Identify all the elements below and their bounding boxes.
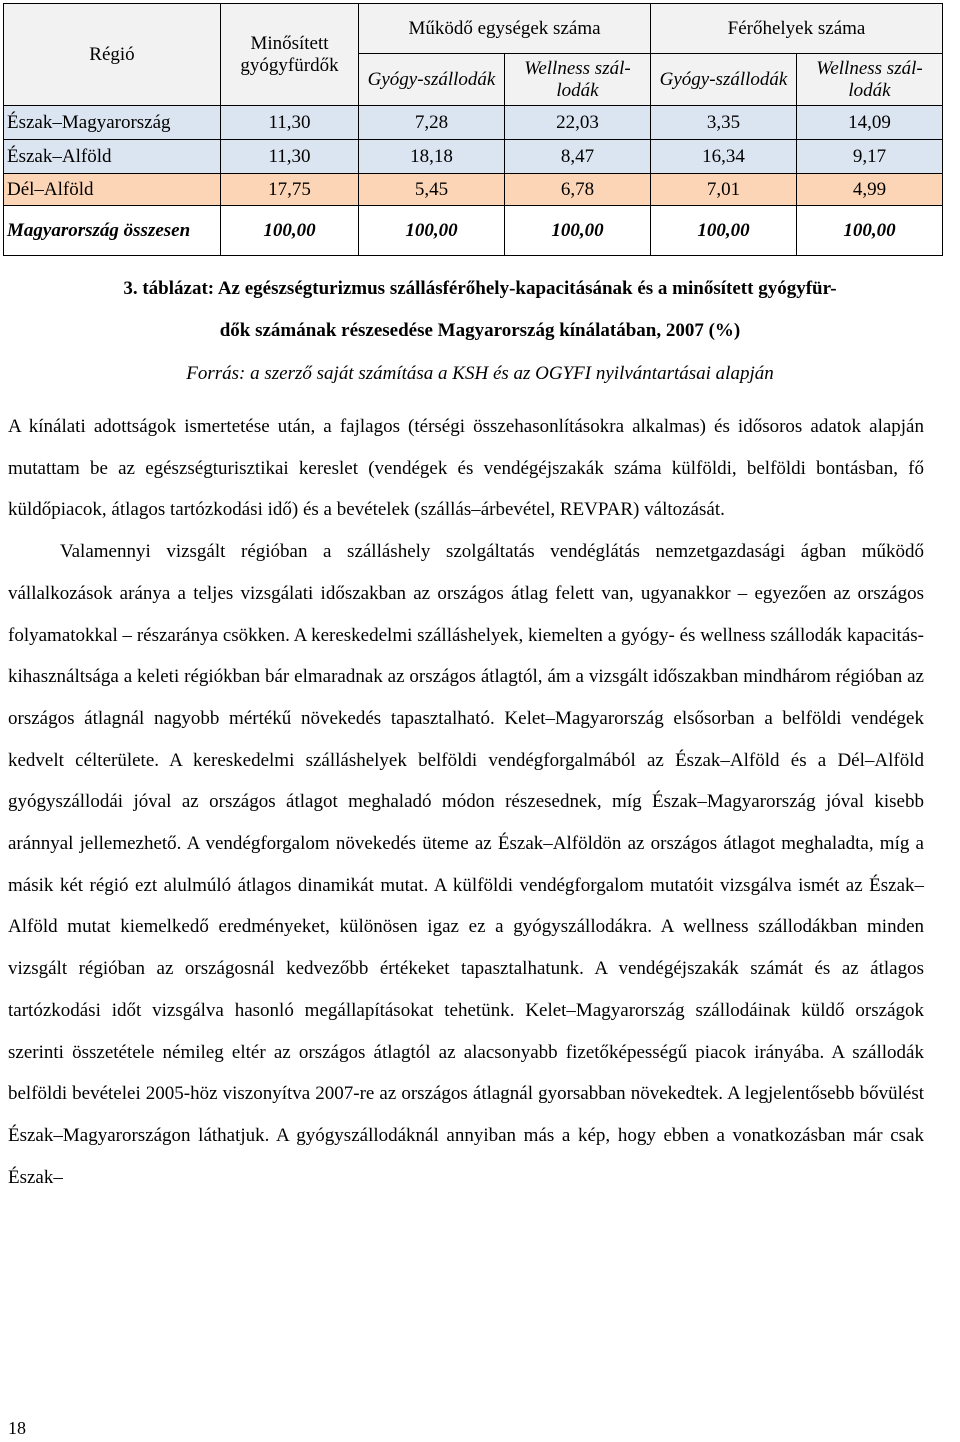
header-beds-wellness: Wellness szál-lodák bbox=[797, 54, 943, 106]
cell-value: 3,35 bbox=[651, 106, 797, 140]
table-row bbox=[4, 174, 943, 206]
data-table bbox=[3, 3, 943, 256]
header-beds-gyogy: Gyógy-szállodák bbox=[651, 54, 797, 106]
table-caption-line1: 3. táblázat: Az egészségturizmus szállásférőhely-kapacitásának és a minősített gyógyfür- bbox=[123, 278, 837, 299]
cell-value: 22,03 bbox=[505, 106, 651, 140]
cell-value: 18,18 bbox=[359, 140, 505, 174]
cell-value: 17,75 bbox=[221, 174, 359, 206]
table-row bbox=[4, 106, 943, 140]
row-region: Magyarország összesen bbox=[4, 206, 221, 256]
page-number: 18 bbox=[8, 1418, 26, 1438]
body-text bbox=[8, 406, 924, 1198]
cell-value: 11,30 bbox=[221, 140, 359, 174]
cell-value: 8,47 bbox=[505, 140, 651, 174]
header-units: Működő egységek száma bbox=[359, 4, 651, 54]
cell-value: 16,34 bbox=[651, 140, 797, 174]
cell-value: 100,00 bbox=[505, 206, 651, 256]
row-region: Dél–Alföld bbox=[4, 174, 221, 206]
cell-value: 9,17 bbox=[797, 140, 943, 174]
cell-value: 100,00 bbox=[651, 206, 797, 256]
header-units-wellness: Wellness szál-lodák bbox=[505, 54, 651, 106]
paragraph: A kínálati adottságok ismertetése után, a fajlagos (térségi összehasonlításokra alkalmas) és idősoros adatok alapján mutattam be az egészségturisztikai kereslet (vendégek és vendégéjszakák száma külföldi, belföldi bontásban, fő küldőpiacok, átlagos tartózkodási idő) és a bevételek (szállás–árbevétel, REVPAR) változását. bbox=[8, 416, 924, 521]
cell-value: 7,28 bbox=[359, 106, 505, 140]
header-region: Régió bbox=[4, 4, 221, 106]
cell-value: 5,45 bbox=[359, 174, 505, 206]
table-source: Forrás: a szerző saját számítása a KSH és az OGYFI nyilvántartásai alapján bbox=[186, 363, 774, 384]
cell-value: 100,00 bbox=[797, 206, 943, 256]
cell-value: 100,00 bbox=[221, 206, 359, 256]
header-units-gyogy: Gyógy-szállodák bbox=[359, 54, 505, 106]
header-beds: Férőhelyek száma bbox=[651, 4, 943, 54]
cell-value: 14,09 bbox=[797, 106, 943, 140]
table-caption-line2: dők számának részesedése Magyarország kínálatában, 2007 (%) bbox=[219, 320, 741, 341]
table-row-total bbox=[4, 206, 943, 256]
paragraph: Valamennyi vizsgált régióban a szálláshely szolgáltatás vendéglátás nemzetgazdasági ágban működő vállalkozások aránya a teljes vizsgálati időszakban az országos átlag felett van, ugyanakkor – egyezően az országos folyamatokkal – részaránya csökken. A kereskedelmi szálláshelyek, kiemelten a gyógy- és wellness szállodák kapacitás-kihasználtsága a keleti régiókban bár elmaradnak az országos átlagtól, ám a vizsgált időszakban mindhárom régióban az országos átlagnál nagyobb mértékű növekedés tapasztalható. Kelet–Magyarország elsősorban a belföldi vendégek kedvelt célterülete. A kereskedelmi szálláshelyek belföldi vendégforgalmából az Észak–Alföld és a Dél–Alföld gyógyszállodái jóval az országos átlagot meghaladó módon részesednek, míg Észak–Magyarország jóval kisebb aránnyal jellemezhető. A vendégforgalom növekedés üteme az Észak–Alföldön az országos átlagot meghaladta, míg a másik két régió ezt alulmúló átlagos dinamikát mutat. A külföldi vendégforgalom mutatóit vizsgálva ismét az Észak–Alföld mutat kiemelkedő eredményeket, különösen igaz ez a gyógyszállodákra. A wellness szállodákban minden vizsgált régióban az országosnál kedvezőbb értékeket tapasztalhatunk. A vendégéjszakák számát és az átlagos tartózkodási időt vizsgálva hasonló megállapításokat tehetünk. Kelet–Magyarország szállodáinak küldő országok szerinti összetétele némileg eltér az országos átlagtól az alacsonyabb fizetőképességű piacok irányába. A szállodák belföldi bevételei 2005-höz viszonyítva 2007-re az országos átlagnál gyorsabban növekedtek. A legjelentősebb bővülést Észak–Magyarországon láthatjuk. A gyógyszállodáknál annyiban más a kép, hogy ebben a vonatkozásban már csak Észak– bbox=[8, 541, 924, 1188]
cell-value: 11,30 bbox=[221, 106, 359, 140]
cell-value: 100,00 bbox=[359, 206, 505, 256]
table-row bbox=[4, 140, 943, 174]
cell-value: 4,99 bbox=[797, 174, 943, 206]
row-region: Észak–Alföld bbox=[4, 140, 221, 174]
row-region: Észak–Magyarország bbox=[4, 106, 221, 140]
cell-value: 6,78 bbox=[505, 174, 651, 206]
cell-value: 7,01 bbox=[651, 174, 797, 206]
header-certified: Minősített gyógyfürdők bbox=[221, 4, 359, 106]
